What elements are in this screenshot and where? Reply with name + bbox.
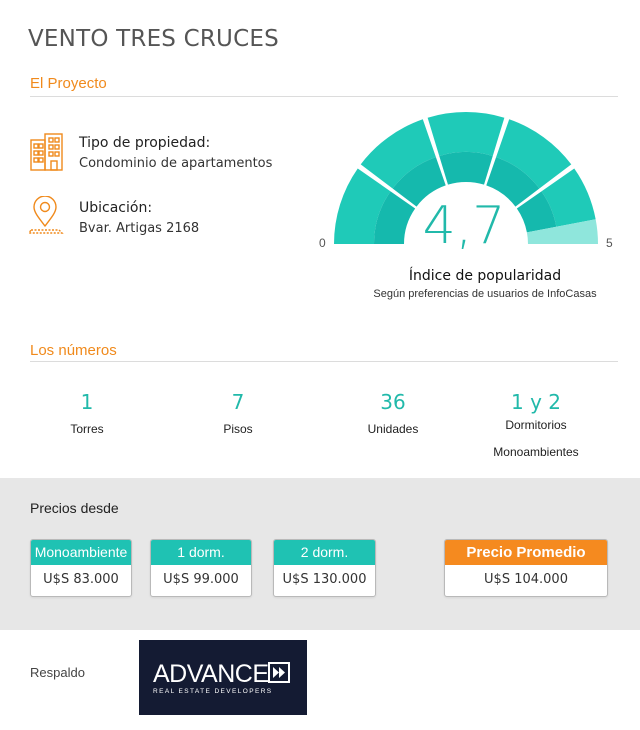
- gauge-max-label: 5: [606, 236, 613, 250]
- price-card-1-bedroom: [150, 539, 252, 597]
- stat-label-secondary: Monoambientes: [493, 445, 579, 459]
- price-card-label: Monoambiente: [31, 540, 131, 565]
- property-type-label: Tipo de propiedad:: [79, 135, 211, 151]
- gauge-segment-inner: [439, 152, 492, 185]
- prices-title: Precios desde: [30, 500, 119, 516]
- stat-floors: [163, 390, 313, 436]
- price-card-value: U$S 99.000: [163, 572, 239, 587]
- stat-label: Unidades: [367, 422, 419, 436]
- stat-bedrooms: [461, 390, 611, 459]
- property-type-value: Condominio de apartamentos: [79, 156, 273, 171]
- price-card-value: U$S 83.000: [43, 572, 119, 587]
- gauge-min-label: 0: [319, 236, 326, 250]
- map-pin-icon: [28, 196, 68, 236]
- popularity-subtitle: Según preferencias de usuarios de InfoCasas: [373, 288, 597, 300]
- stat-label: Pisos: [223, 422, 253, 436]
- location-value: Bvar. Artigas 2168: [79, 221, 200, 236]
- popularity-title: Índice de popularidad: [408, 268, 562, 284]
- building-icon: [28, 132, 68, 172]
- price-card-value: U$S 130.000: [282, 572, 367, 587]
- price-card-2-bedroom: [273, 539, 376, 597]
- price-card-label: Precio Promedio: [445, 540, 607, 565]
- stat-towers: [12, 390, 162, 436]
- section-divider: [30, 361, 618, 362]
- logo-tagline: REAL ESTATE DEVELOPERS: [153, 688, 273, 695]
- price-card-label: 2 dorm.: [274, 540, 375, 565]
- section-title-project: El Proyecto: [30, 75, 107, 92]
- stat-label: Dormitorios: [505, 418, 567, 432]
- fast-forward-icon: [268, 662, 290, 683]
- stat-units: [318, 390, 468, 436]
- section-divider: [30, 96, 618, 97]
- price-card-studio: [30, 539, 132, 597]
- location-label: Ubicación:: [79, 200, 153, 216]
- stat-value: 1 y 2: [511, 390, 561, 414]
- stat-label: Torres: [70, 422, 104, 436]
- stat-value: 1: [80, 390, 94, 414]
- price-card-average: [444, 539, 608, 597]
- page-title: VENTO TRES CRUCES: [28, 26, 279, 52]
- prices-panel: [0, 478, 640, 630]
- price-card-value: U$S 104.000: [484, 572, 568, 587]
- section-title-numbers: Los números: [30, 342, 117, 359]
- backing-label: Respaldo: [30, 665, 85, 680]
- price-card-label: 1 dorm.: [151, 540, 251, 565]
- logo-wordmark: ADVANCE: [153, 660, 269, 688]
- gauge-segment-outer: [428, 112, 505, 156]
- stat-value: 7: [231, 390, 245, 414]
- popularity-value: 4,7: [422, 196, 506, 256]
- stat-value: 36: [380, 390, 406, 414]
- developer-logo[interactable]: [139, 640, 307, 715]
